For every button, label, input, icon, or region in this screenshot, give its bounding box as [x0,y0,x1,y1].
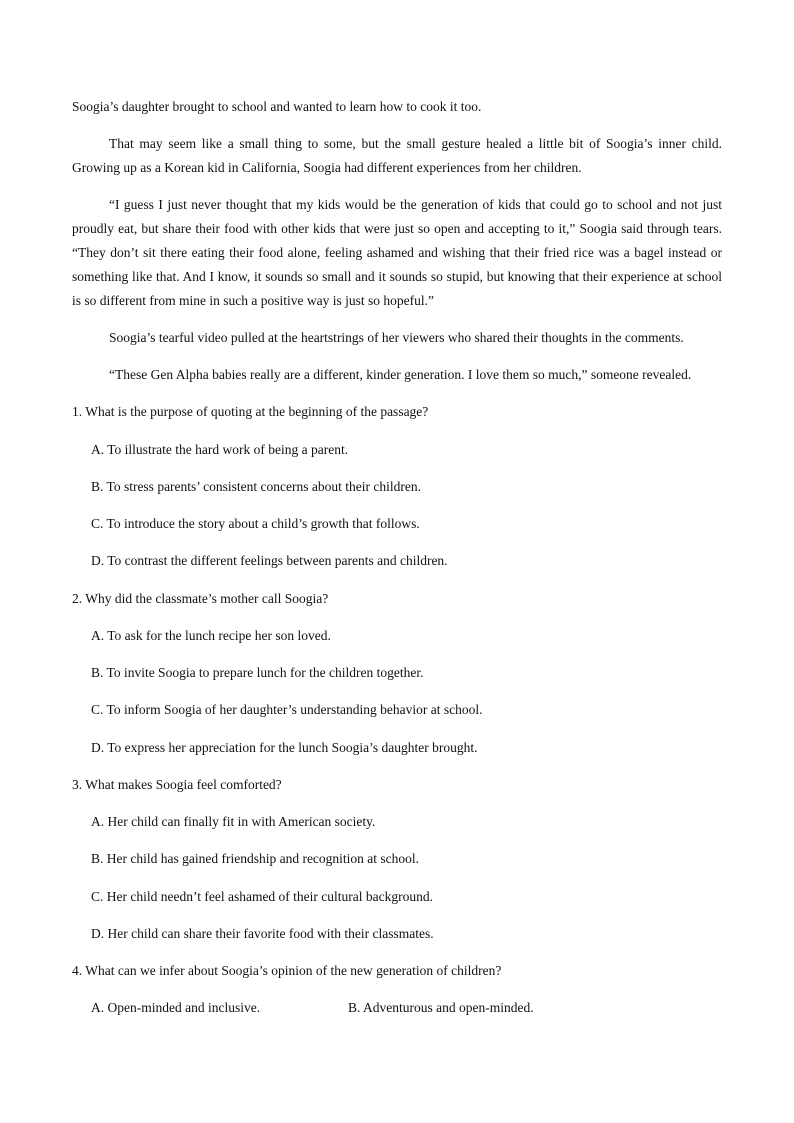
passage-paragraph: Soogia’s daughter brought to school and wanted to learn how to cook it too. [72,99,482,114]
answer-option: D. To express her appreciation for the lunch Soogia’s daughter brought. [91,740,478,755]
question-stem: 3. What makes Soogia feel comforted? [72,777,282,792]
answer-option: D. To contrast the different feelings between parents and children. [91,553,448,568]
answer-option: A. To illustrate the hard work of being a parent. [91,442,349,457]
question-stem: 4. What can we infer about Soogia’s opinion of the new generation of children? [72,963,502,978]
passage-paragraph: “I guess I just never thought that my kids would be the generation of kids that could go to school and not just proudly eat, but share their food with other kids that were just so open and accepting to it,” Soogia said through tears. “They don’t sit there eating their food alone, feeling ashamed and wishing that their fried rice was a bagel instead or something like that. And I know, it sounds so small and it sounds so stupid, but knowing that their experience at school is so different from mine in such a positive way is just so hopeful.” [72,197,722,308]
answer-option: C. To introduce the story about a child’s growth that follows. [91,516,420,531]
answer-option: A. Open-minded and inclusive. [91,1000,261,1015]
passage-paragraph: That may seem like a small thing to some, but the small gesture healed a little bit of Soogia’s inner child. Growing up as a Korean kid in California, Soogia had different experiences from her children. [72,136,722,175]
answer-option: A. To ask for the lunch recipe her son loved. [91,628,331,643]
answer-option: B. To stress parents’ consistent concerns about their children. [91,479,421,494]
answer-option: B. Adventurous and open-minded. [348,1000,534,1015]
passage-paragraph: Soogia’s tearful video pulled at the heartstrings of her viewers who shared their thoughts in the comments. [109,330,684,345]
passage-paragraph: “These Gen Alpha babies really are a different, kinder generation. I love them so much,” someone revealed. [109,367,692,382]
answer-option: B. Her child has gained friendship and recognition at school. [91,851,420,866]
question-stem: 1. What is the purpose of quoting at the beginning of the passage? [72,404,429,419]
answer-option: C. To inform Soogia of her daughter’s understanding behavior at school. [91,702,483,717]
question-stem: 2. Why did the classmate’s mother call Soogia? [72,591,329,606]
answer-option: B. To invite Soogia to prepare lunch for the children together. [91,665,424,680]
answer-option: A. Her child can finally fit in with American society. [91,814,376,829]
answer-option: D. Her child can share their favorite food with their classmates. [91,926,434,941]
answer-option: C. Her child needn’t feel ashamed of their cultural background. [91,889,434,904]
